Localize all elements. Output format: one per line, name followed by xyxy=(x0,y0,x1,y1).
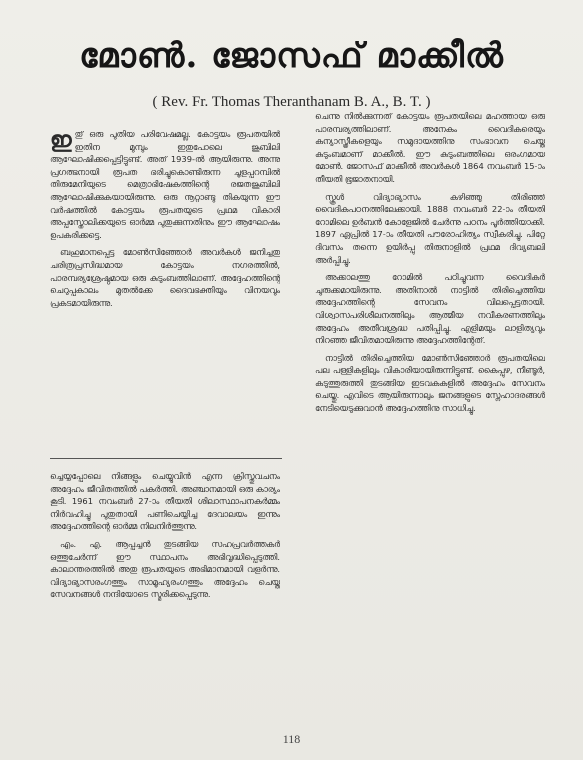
left-column-top xyxy=(50,128,280,450)
paragraph: ച്ചെയ്യപ്പോലെ നിങ്ങളും ചെയ്യുവിൻ എന്ന ക്രിസ്തുവചനം അദ്ദേഹം ജീവിതത്തിൽ പകർത്തി. അഞ്ചാനമായി ഒരു കാര്യം കൂടി. 1961 നവംബർ 27-ാം തീയതി ശിലാസ്ഥാപനകർമ്മം നിർവഹിച്ചു പുതുതായി പണിചെയ്യിച്ച ദേവാലയം ഇന്നും അദ്ദേഹത്തിന്റെ ഓർമ്മ നിലനിർത്തുന്നു. xyxy=(50,471,280,532)
left-column-bottom xyxy=(50,470,280,710)
column-divider xyxy=(50,458,282,459)
article-title: മോൺ. ജോസഫ് മാക്കീൽ xyxy=(79,36,504,76)
article-author: ( Rev. Fr. Thomas Theranthanam B. A., B. T. ) xyxy=(152,94,431,110)
paragraph: സ്കൂൾ വിദ്യാഭ്യാസം കഴിഞ്ഞു തിരിഞ്ഞ് വൈദികപഠനത്തിലേക്കായി. 1888 നവംബർ 22-ാം തീയതി റോമിലെ ഉർബൻ കോളേജിൽ ചേർന്നു പഠനം പൂർത്തിയാക്കി. 1897 ഏപ്രിൽ 17-ാം തീയതി പൗരോഹിത്യം സ്വീകരിച്ചു. പിറ്റേ ദിവസം തന്നെ ഉയിർപ്പു തിരുനാളിൽ പ്രഥമ ദിവ്യബലി അർപ്പിച്ചു. xyxy=(315,191,545,265)
drop-cap: ഇ xyxy=(50,128,72,153)
paragraph xyxy=(50,128,280,241)
paragraph: നാട്ടിൽ തിരിച്ചെത്തിയ മോൺസിഞ്ഞോർ രൂപതയിലെ പല പള്ളികളിലും വികാരിയായിരുന്നിട്ടുണ്ട്. കൈപ്പുഴ, നീണ്ടൂർ, കടുത്തുരുത്തി തുടങ്ങിയ ഇടവകകളിൽ അദ്ദേഹം സേവനം ചെയ്തു. എവിടെ ആയിരുന്നാലും ജനങ്ങളുടെ സ്നേഹാദരങ്ങൾ നേടിയെടുക്കുവാൻ അദ്ദേഹത്തിനു സാധിച്ചു. xyxy=(315,352,545,414)
paragraph: ചെന്നു നിൽക്കുന്നത് കോട്ടയം രൂപതയിലെ മഹത്തായ ഒരു പാരമ്പര്യത്തിലാണ്. അനേകം വൈദികരെയും കന്യാസ്ത്രീകളെയും സമുദായത്തിനു സംഭാവന ചെയ്ത കുടുംബമാണ് മാക്കീൽ. ഈ കുടുംബത്തിലെ ഒരംഗമായ മോൺ. ജോസഫ് മാക്കീൽ അവർകൾ 1864 നവംബർ 15-ാം തീയതി ഭൂജാതനായി. xyxy=(315,111,545,184)
paragraph: ബഹുമാനപ്പെട്ട മോൺസിഞ്ഞോർ അവർകൾ ജനിച്ചതു ചരിത്രപ്രസിദ്ധമായ കോട്ടയം നഗരത്തിൽ, പാരമ്പര്യശ്രേഷ്ഠമായ ഒരു കുടുംബത്തിലാണ്. അദ്ദേഹത്തിന്റെ ചെറുപ്പകാലം മുതൽക്കേ ദൈവഭക്തിയും വിനയവും പ്രകടമായിരുന്നു. xyxy=(50,247,280,308)
paragraph: എം. എ. ആപ്പച്ചൻ തുടങ്ങിയ സഹപ്രവർത്തകർ ഒത്തുചേർന്ന് ഈ സ്ഥാപനം അഭിവൃദ്ധിപ്പെടുത്തി. കാലാന്തരത്തിൽ അതു രൂപതയുടെ അഭിമാനമായി വളർന്നു. വിദ്യാഭ്യാസരംഗത്തും സാമൂഹ്യരംഗത്തും അദ്ദേഹം ചെയ്ത സേവനങ്ങൾ നന്ദിയോടെ സ്മരിക്കപ്പെടുന്നു. xyxy=(50,538,280,600)
paragraph: അക്കാലത്തു റോമിൽ പഠിച്ചുവന്ന വൈദികർ ചുരുക്കമായിരുന്നു. അതിനാൽ നാട്ടിൽ തിരിച്ചെത്തിയ അദ്ദേഹത്തിന്റെ സേവനം വിലപ്പെട്ടതായി. വിശ്വാസപരിശീലനത്തിലും ആത്മീയ നവീകരണത്തിലും അദ്ദേഹം അതീവശ്രദ്ധ പതിപ്പിച്ചു. എളിമയും ലാളിത്യവും നിറഞ്ഞ ജീവിതമായിരുന്നു അദ്ദേഹത്തിന്റേത്. xyxy=(315,272,545,346)
page-number: 118 xyxy=(282,732,301,746)
right-column xyxy=(315,110,545,700)
paragraph-text: തു് ഒരു പുതിയ പരിവേഷമല്ല. കോട്ടയം രൂപതയിൽ ഇതിന മുമ്പും ഇതുപോലെ ജൂബിലി ആഘോഷിക്കപ്പെട്ടിട്ടുണ്ട്. അത് 1939-ൽ ആയിരുന്നു. അന്നു പ്രഗത്ഭനായി രൂപത ഭരിച്ചുകൊണ്ടിരുന്ന ചൂളപ്പറമ്പിൽ തിരുമേനിയുടെ മെത്രാഭിഷേകത്തിന്റെ രജതജൂബിലി ആഘോഷിക്കുകയായിരുന്നു. ഒരു നൂറ്റാണ്ടു തികയുന്ന ഈ വർഷത്തിൽ കോട്ടയം രൂപതയുടെ പ്രഥമ വികാരി അപ്പസ്തോലിക്കയുടെ ഓർമ്മ പുതുക്കുന്നതിനും ഈ ആഘോഷം ഉപകരിക്കട്ടെ. xyxy=(50,129,280,240)
